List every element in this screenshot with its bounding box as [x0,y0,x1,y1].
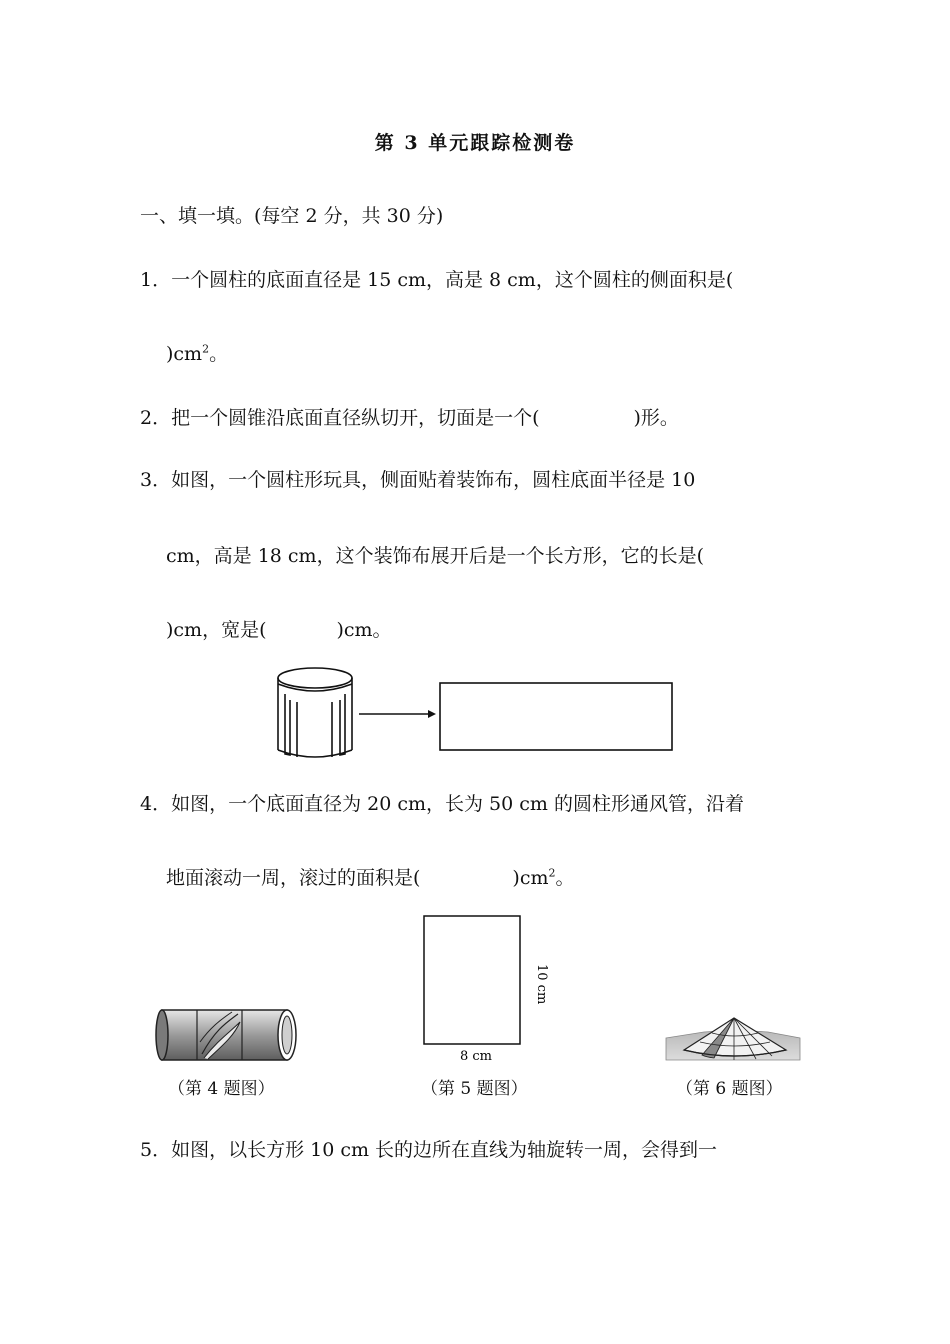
section-heading: 一、填一填。(每空 2 分，共 30 分) [140,205,444,227]
q3-text-a: )cm，宽是( [166,619,267,641]
q3-figure [268,664,678,764]
question-3-line-2: cm，高是 18 cm，这个装饰布展开后是一个长方形，它的长是( [166,545,704,567]
height-label: 10 cm [534,964,549,1005]
q2-text: 2．把一个圆锥沿底面直径纵切开，切面是一个( [140,407,540,429]
question-4-line-2 [166,864,575,892]
caption-figure-4: （第 4 题图） [168,1079,275,1099]
q1-unit: )cm [166,343,203,365]
question-1-line-1: 1．一个圆柱的底面直径是 15 cm，高是 8 cm，这个圆柱的侧面积是( [140,269,734,291]
caption-figure-5: （第 5 题图） [421,1079,528,1099]
page-title: 第 3 单元跟踪检测卷 [374,132,576,154]
q4-superscript: 2 [548,866,556,880]
question-4-line-1: 4．如图，一个底面直径为 20 cm，长为 50 cm 的圆柱形通风管，沿着 [140,793,744,815]
unrolled-rectangle [440,683,672,750]
width-label: 8 cm [460,1049,493,1064]
question-3-line-1: 3．如图，一个圆柱形玩具，侧面贴着装饰布，圆柱底面半径是 10 [140,469,696,491]
question-5-line-1: 5．如图，以长方形 10 cm 长的边所在直线为轴旋转一周，会得到一 [140,1139,718,1161]
question-3-line-3 [166,616,392,644]
rectangle-shape [424,916,520,1044]
arrow-right-icon [359,710,436,718]
q3-text-b: )cm。 [336,619,392,641]
cylinder-toy-drawing [278,668,352,757]
q4-text-a: 地面滚动一周，滚过的面积是( [166,867,421,889]
q4-end: 。 [555,867,575,889]
q5-rectangle-figure [410,908,560,1066]
q4-pipe-figure [152,1002,302,1066]
q6-yurt-figure [664,1016,804,1064]
q1-superscript: 2 [202,342,210,356]
q2-text-end: )形。 [633,407,679,429]
q1-end: 。 [209,343,229,365]
question-2 [140,404,679,432]
question-1-line-2 [166,340,228,368]
q4-unit: )cm [512,867,549,889]
caption-figure-6: （第 6 题图） [676,1079,783,1099]
